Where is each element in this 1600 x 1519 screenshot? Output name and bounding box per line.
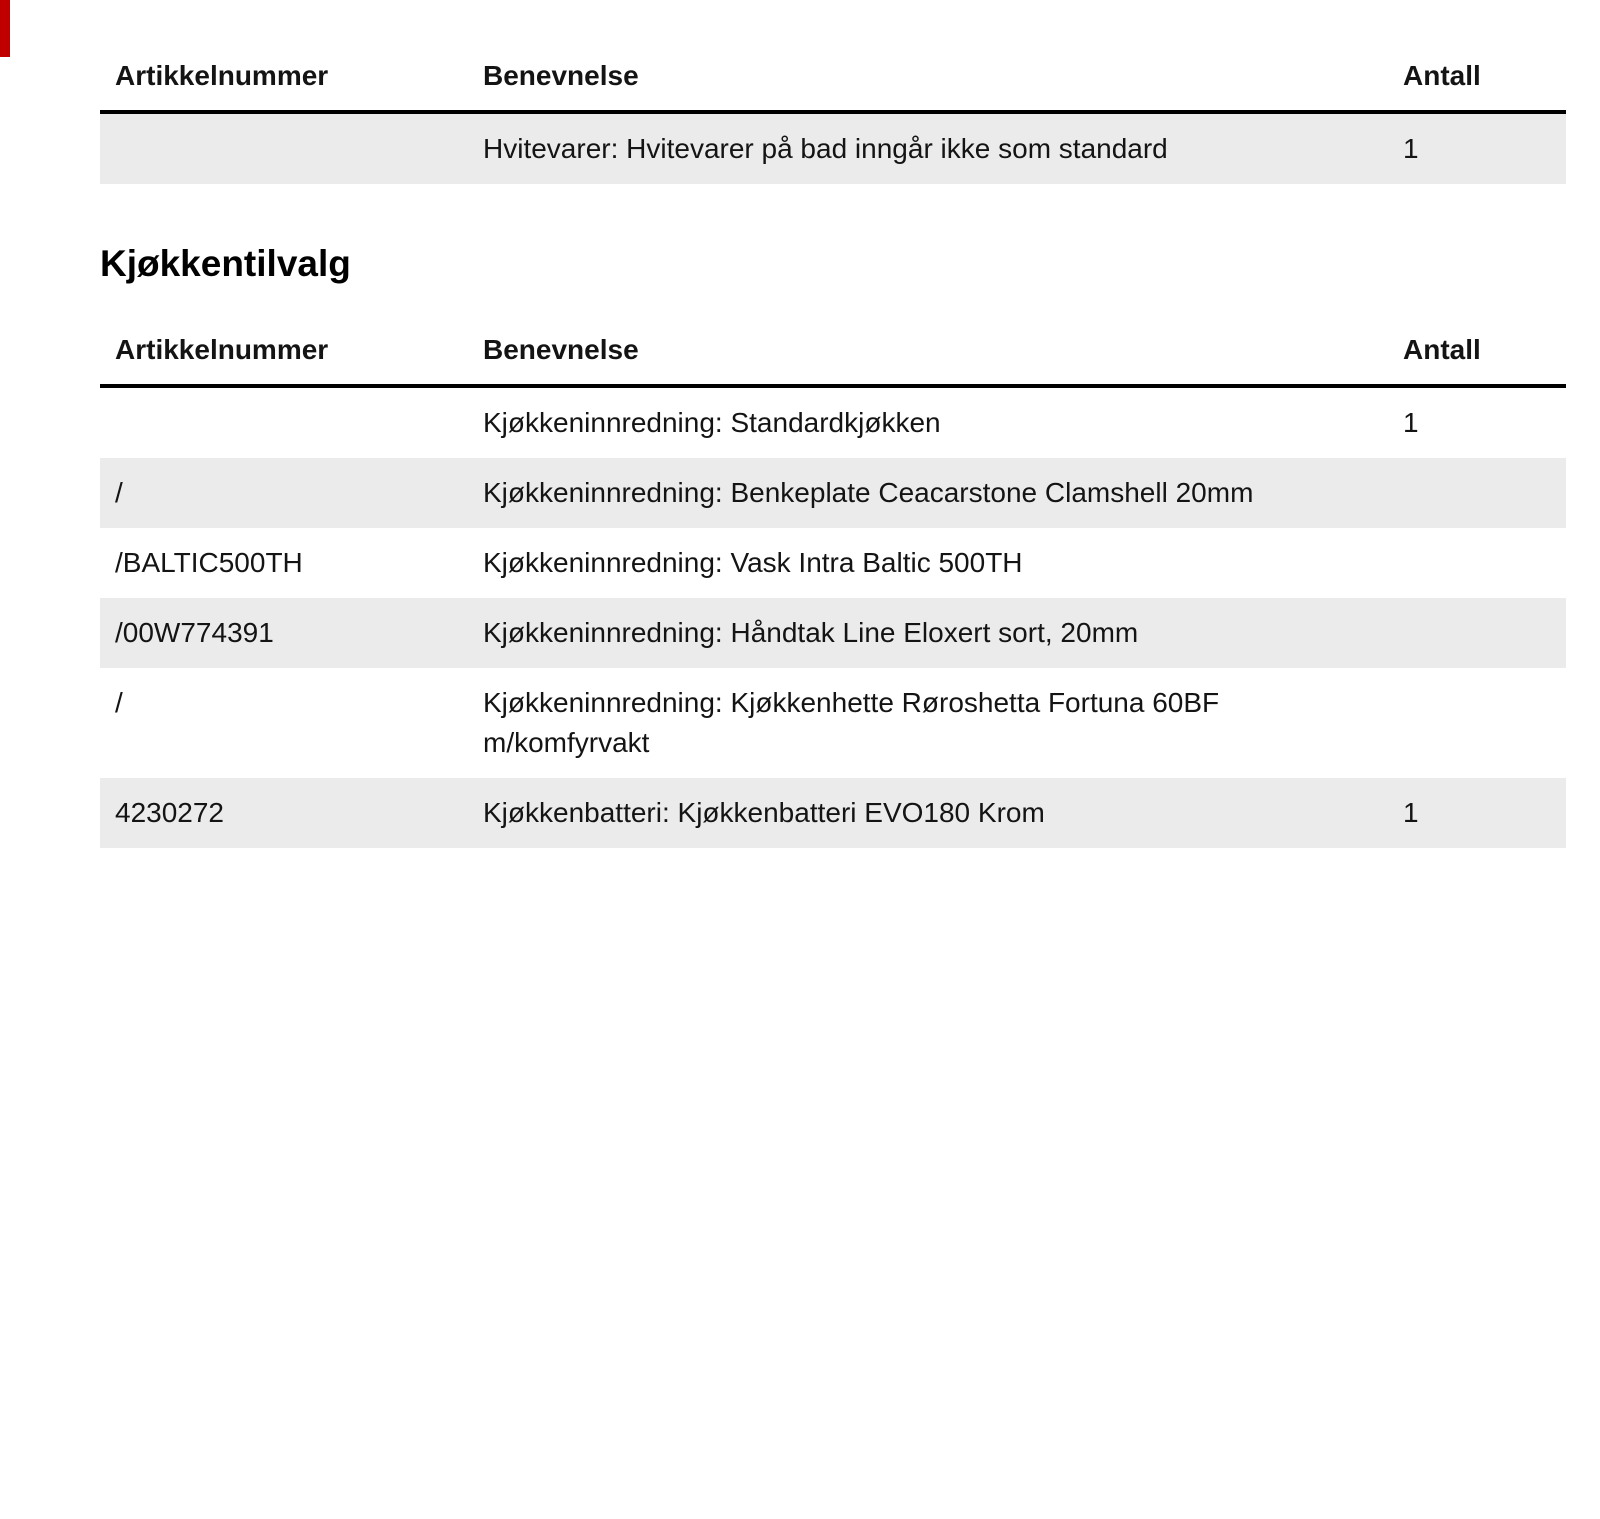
cell-antall: 1 [1403,797,1419,828]
table-row [100,668,1566,778]
table-row [100,388,1566,458]
column-header-artikkelnummer: Artikkelnummer [115,334,329,365]
cell-benevnelse: Hvitevarer: Hvitevarer på bad inngår ikke som standard [483,133,1168,164]
table-hvitevarer [100,56,1566,184]
cell-antall [1403,613,1566,653]
column-header-benevnelse: Benevnelse [483,334,639,365]
page-edge-marker [0,0,10,57]
cell-antall [1403,683,1566,763]
cell-antall [1403,543,1566,583]
table-row [100,114,1566,184]
cell-antall: 1 [1403,133,1419,164]
cell-antall [1403,473,1566,513]
cell-artikkelnummer: / [115,687,123,718]
cell-artikkelnummer [100,403,483,443]
cell-benevnelse: Kjøkkeninnredning: Håndtak Line Eloxert sort, 20mm [483,617,1139,648]
table-row [100,598,1566,668]
cell-benevnelse: Kjøkkeninnredning: Vask Intra Baltic 500TH [483,547,1023,578]
cell-antall: 1 [1403,407,1419,438]
column-header-artikkelnummer: Artikkelnummer [115,60,329,91]
table-row [100,458,1566,528]
column-header-antall: Antall [1403,334,1481,365]
cell-artikkelnummer: /BALTIC500TH [115,547,303,578]
section-heading-kjokkentilvalg: Kjøkkentilvalg [100,243,351,284]
cell-artikkelnummer: / [115,477,123,508]
column-header-antall: Antall [1403,60,1481,91]
table-kjokkentilvalg [100,330,1566,848]
cell-artikkelnummer: /00W774391 [115,617,274,648]
column-header-benevnelse: Benevnelse [483,60,639,91]
cell-artikkelnummer: 4230272 [115,797,225,828]
table-hvitevarer-header-row [100,56,1566,114]
table-row [100,778,1566,848]
cell-benevnelse: Kjøkkeninnredning: Benkeplate Ceacarstone Clamshell 20mm [483,477,1254,508]
cell-benevnelse: Kjøkkenbatteri: Kjøkkenbatteri EVO180 Krom [483,797,1045,828]
cell-benevnelse: Kjøkkeninnredning: Kjøkkenhette Røroshetta Fortuna 60BF m/komfyrvakt [483,687,1220,758]
table-row [100,528,1566,598]
cell-artikkelnummer [100,129,483,169]
cell-benevnelse: Kjøkkeninnredning: Standardkjøkken [483,407,941,438]
table-kjokkentilvalg-header-row [100,330,1566,388]
